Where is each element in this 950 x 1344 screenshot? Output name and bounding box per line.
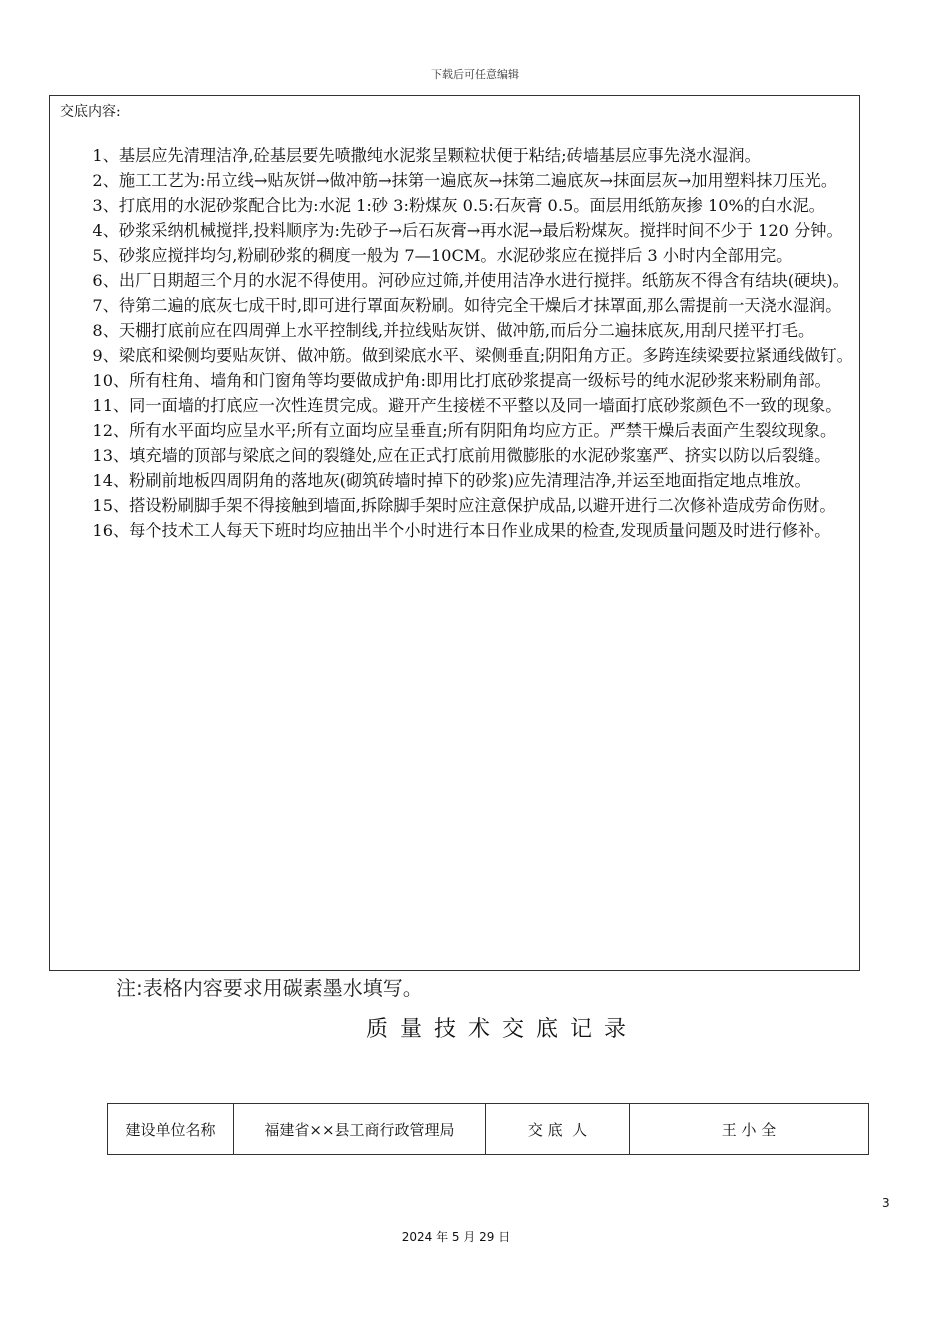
header-note: 下载后可任意编辑 [431,68,519,81]
person-value-cell: 王 小 全 [630,1104,869,1155]
unit-value-cell: 福建省××县工商行政管理局 [234,1104,486,1155]
document-title: 质量技术交底记录 [365,1017,638,1042]
content-item: 16、每个技术工人每天下班时均应抽出半个小时进行本日作业成果的检查,发现质量问题及时进行修补。 [92,521,831,540]
person-label-cell: 交 底 人 [486,1104,630,1155]
content-item: 11、同一面墙的打底应一次性连贯完成。避开产生接槎不平整以及同一墙面打底砂浆颜色不一致的现象。 [92,396,842,415]
content-item: 15、搭设粉刷脚手架不得接触到墙面,拆除脚手架时应注意保护成品,以避开进行二次修补造成劳命伤财。 [92,496,836,515]
content-item: 10、所有柱角、墙角和门窗角等均要做成护角:即用比打底砂浆提高一级标号的纯水泥砂浆来粉刷角部。 [92,371,831,390]
content-item: 7、待第二遍的底灰七成干时,即可进行罩面灰粉刷。如待完全干燥后才抹罩面,那么需提前一天浇水湿润。 [92,296,842,315]
content-item: 13、填充墙的顶部与梁底之间的裂缝处,应在正式打底前用微膨胀的水泥砂浆塞严、挤实以防以后裂缝。 [92,446,831,465]
content-item: 14、粉刷前地板四周阴角的落地灰(砌筑砖墙时掉下的砂浆)应先清理洁净,并运至地面指定地点堆放。 [92,471,811,490]
content-item: 5、砂浆应搅拌均匀,粉刷砂浆的稠度一般为 7—10CM。水泥砂浆应在搅拌后 3 小时内全部用完。 [92,246,793,265]
table-row [108,1104,869,1155]
content-item: 4、砂浆采纳机械搅拌,投料顺序为:先砂子→后石灰膏→再水泥→最后粉煤灰。搅拌时间不少于 120 分钟。 [92,221,843,240]
ink-note: 注:表格内容要求用碳素墨水填写。 [116,976,423,1000]
content-item: 6、出厂日期超三个月的水泥不得使用。河砂应过筛,并使用洁净水进行搅拌。纸筋灰不得含有结块(硬块)。 [92,271,849,290]
info-table [107,1103,869,1155]
footer-date: 2024 年 5 月 29 日 [401,1230,511,1244]
content-label: 交底内容: [60,104,121,120]
content-box [49,95,860,971]
unit-label-cell: 建设单位名称 [108,1104,234,1155]
content-items [60,143,853,543]
page-number: 3 [882,1196,890,1210]
content-item: 3、打底用的水泥砂浆配合比为:水泥 1:砂 3:粉煤灰 0.5:石灰膏 0.5。面层用纸筋灰掺 10%的白水泥。 [92,196,825,215]
content-item: 9、梁底和梁侧均要贴灰饼、做冲筋。做到梁底水平、梁侧垂直;阴阳角方正。多跨连续梁要拉紧通线做钉。 [92,346,853,365]
content-item: 12、所有水平面均应呈水平;所有立面均应呈垂直;所有阴阳角均应方正。严禁干燥后表面产生裂纹现象。 [92,421,837,440]
content-item: 8、天棚打底前应在四周弹上水平控制线,并拉线贴灰饼、做冲筋,而后分二遍抹底灰,用刮尺搓平打毛。 [92,321,815,340]
content-item: 1、基层应先清理洁净,砼基层要先喷撒纯水泥浆呈颗粒状便于粘结;砖墙基层应事先浇水湿润。 [92,146,761,165]
content-item: 2、施工工艺为:吊立线→贴灰饼→做冲筋→抹第一遍底灰→抹第二遍底灰→抹面层灰→加用塑料抹刀压光。 [92,171,838,190]
